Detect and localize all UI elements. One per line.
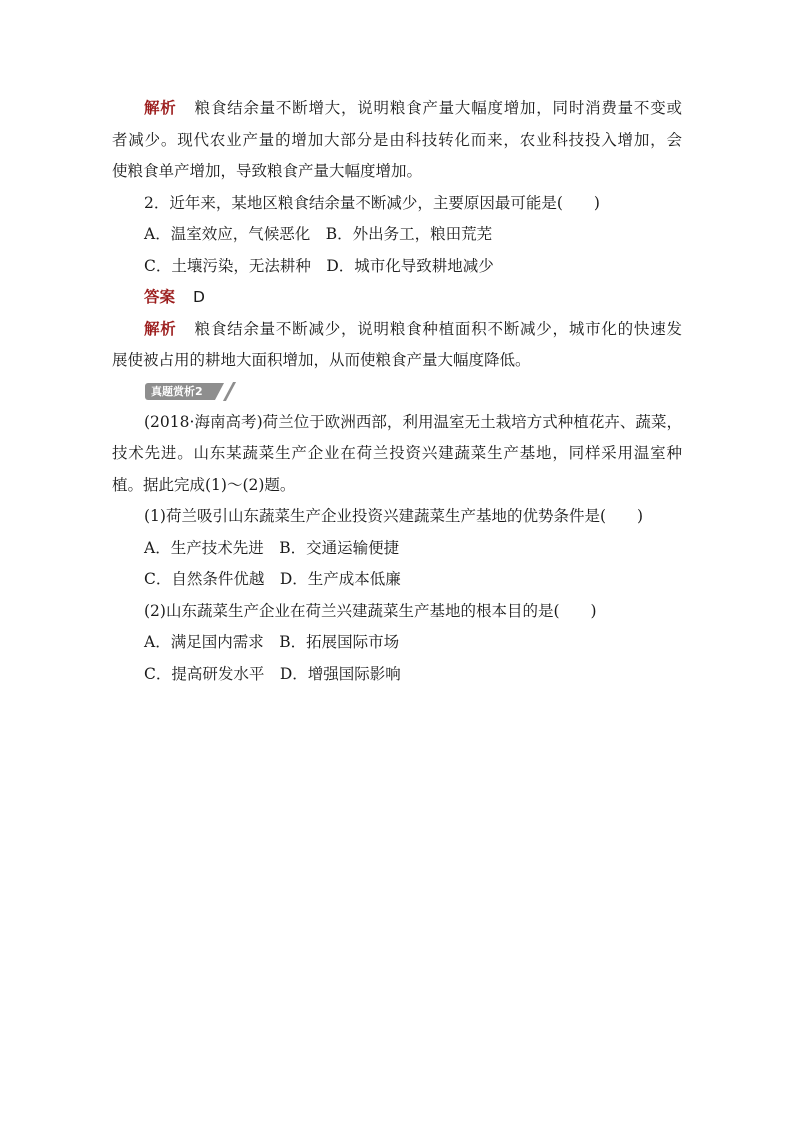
analysis-label: 解析	[144, 319, 177, 338]
question-2-stem: 2．近年来，某地区粮食结余量不断减少，主要原因最可能是( )	[144, 193, 600, 212]
sub-question-2-stem: (2)山东蔬菜生产企业在荷兰兴建蔬菜生产基地的根本目的是( )	[144, 601, 597, 620]
sub-question-2-options-cd: C．提高研发水平 D．增强国际影响	[144, 664, 401, 683]
analysis-paragraph-1-line-1: 解析 粮食结余量不断增大，说明粮食产量大幅度增加，同时消费量不变或	[144, 99, 682, 117]
sub-question-1-options-cd: C．自然条件优越 D．生产成本低廉	[144, 570, 401, 588]
analysis-paragraph-1-line-3: 使粮食单产增加，导致粮食产量大幅度增加。	[112, 162, 423, 180]
sub-question-1-stem: (1)荷兰吸引山东蔬菜生产企业投资兴建蔬菜生产基地的优势条件是( )	[144, 507, 644, 525]
section-badge: 真题赏析2	[145, 383, 215, 400]
sub-question-2-options-ab: A．满足国内需求 B．拓展国际市场	[144, 633, 400, 651]
section-badge-row	[112, 377, 682, 407]
question-2-options-cd: C．土壤污染，无法耕种 D．城市化导致耕地减少	[144, 256, 494, 275]
analysis-paragraph-1-line-2: 者减少。现代农业产量的增加大部分是由科技转化而来，农业科技投入增加，会	[112, 130, 682, 149]
analysis-paragraph-2-line-2: 展使被占用的耕地大面积增加，从而使粮食产量大幅度降低。	[112, 351, 531, 369]
analysis-label: 解析	[144, 99, 177, 117]
sub-question-1-options-ab: A．生产技术先进 B．交通运输便捷	[144, 538, 400, 557]
content-area	[112, 93, 682, 690]
answer-line	[112, 282, 682, 314]
answer-value: D	[193, 288, 205, 306]
passage-line-3: 植。据此完成(1)～(2)题。	[112, 475, 296, 494]
question-2-options-ab: A．温室效应，气候恶化 B．外出务工，粮田荒芜	[144, 225, 493, 243]
badge-slash-decoration	[223, 382, 236, 401]
passage-line-1: (2018·海南高考)荷兰位于欧洲西部，利用温室无土栽培方式种植花卉、蔬菜，	[144, 412, 682, 431]
answer-label: 答案	[144, 288, 176, 306]
passage-line-2: 技术先进。山东某蔬菜生产企业在荷兰投资兴建蔬菜生产基地，同样采用温室种	[112, 444, 682, 462]
analysis-paragraph-2-line-1: 解析 粮食结余量不断减少，说明粮食种植面积不断减少，城市化的快速发	[144, 319, 682, 338]
